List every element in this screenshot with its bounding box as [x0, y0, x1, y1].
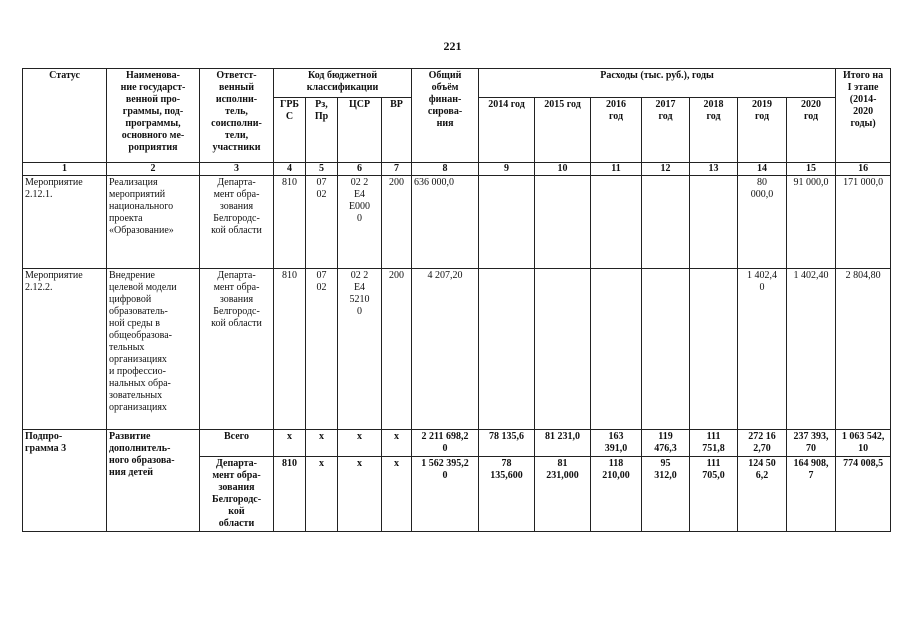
column-number: 16 [836, 163, 891, 176]
row-csr: 02 2 E4 E000 0 [338, 176, 382, 269]
row-vr: х [382, 430, 412, 457]
header-year-2015: 2015 год [535, 98, 591, 163]
row-year-2016: 118 210,00 [591, 457, 642, 532]
column-number: 2 [107, 163, 200, 176]
column-number-row [23, 163, 891, 176]
row-year-2018 [690, 269, 738, 430]
row-year-2016 [591, 269, 642, 430]
row-year-2015: 81 231,000 [535, 457, 591, 532]
header-responsible: Ответст- венный исполни- тель, соисполни- тели, участники [200, 69, 274, 163]
row-responsible: Всего [200, 430, 274, 457]
row-status: Мероприятие 2.12.1. [23, 176, 107, 269]
row-year-2014: 78 135,600 [479, 457, 535, 532]
header-year-2016: 2016 год [591, 98, 642, 163]
header-status: Статус [23, 69, 107, 163]
column-number: 12 [642, 163, 690, 176]
row-year-2020: 237 393, 70 [787, 430, 836, 457]
row-year-2018 [690, 176, 738, 269]
row-rzpr: 07 02 [306, 176, 338, 269]
header-csr: ЦСР [338, 98, 382, 163]
budget-table [22, 68, 891, 532]
row-rzpr: х [306, 430, 338, 457]
column-number: 13 [690, 163, 738, 176]
table-row-event-2-12-2 [23, 269, 891, 430]
row-csr: 02 2 E4 5210 0 [338, 269, 382, 430]
header-name: Наименова- ние государст- венной про- граммы, под- программы, основного ме- роприятия [107, 69, 200, 163]
header-total: Общий объём финан- сирова- ния [412, 69, 479, 163]
column-number: 5 [306, 163, 338, 176]
row-name: Реализация мероприятий национального проекта «Образование» [107, 176, 200, 269]
header-budget-code: Код бюджетной классификации [274, 69, 412, 98]
row-year-2017: 119 476,3 [642, 430, 690, 457]
header-stage-total: Итого на I этапе (2014- 2020 годы) [836, 69, 891, 163]
row-total: 1 562 395,2 0 [412, 457, 479, 532]
header-year-2019: 2019 год [738, 98, 787, 163]
row-vr: 200 [382, 176, 412, 269]
header-year-2017: 2017 год [642, 98, 690, 163]
row-stage-total: 2 804,80 [836, 269, 891, 430]
row-year-2015: 81 231,0 [535, 430, 591, 457]
row-year-2019: 124 50 6,2 [738, 457, 787, 532]
column-number: 1 [23, 163, 107, 176]
column-number: 3 [200, 163, 274, 176]
row-responsible: Департа- мент обра- зования Белгородс- кой области [200, 176, 274, 269]
header-rzpr: Рз, Пр [306, 98, 338, 163]
row-year-2015 [535, 176, 591, 269]
row-year-2017: 95 312,0 [642, 457, 690, 532]
row-grbs: 810 [274, 269, 306, 430]
row-total: 2 211 698,2 0 [412, 430, 479, 457]
row-year-2017 [642, 269, 690, 430]
row-total: 636 000,0 [412, 176, 479, 269]
row-csr: х [338, 457, 382, 532]
subprogram-name: Развитие дополнитель- ного образова- ния детей [107, 430, 200, 532]
header-expenses: Расходы (тыс. руб.), годы [479, 69, 836, 98]
subprogram-status: Подпро- грамма 3 [23, 430, 107, 532]
row-year-2016: 163 391,0 [591, 430, 642, 457]
row-year-2014 [479, 269, 535, 430]
row-year-2020: 91 000,0 [787, 176, 836, 269]
row-stage-total: 171 000,0 [836, 176, 891, 269]
row-rzpr: х [306, 457, 338, 532]
column-number: 6 [338, 163, 382, 176]
row-total: 4 207,20 [412, 269, 479, 430]
column-number: 10 [535, 163, 591, 176]
table-row-event-2-12-1 [23, 176, 891, 269]
row-year-2015 [535, 269, 591, 430]
column-number: 15 [787, 163, 836, 176]
header-row-1 [23, 69, 891, 98]
row-year-2020: 164 908, 7 [787, 457, 836, 532]
row-year-2018: 111 705,0 [690, 457, 738, 532]
row-year-2014 [479, 176, 535, 269]
row-rzpr: 07 02 [306, 269, 338, 430]
row-year-2019: 1 402,4 0 [738, 269, 787, 430]
row-year-2019: 272 16 2,70 [738, 430, 787, 457]
row-grbs: х [274, 430, 306, 457]
row-stage-total: 774 008,5 [836, 457, 891, 532]
column-number: 8 [412, 163, 479, 176]
row-stage-total: 1 063 542, 10 [836, 430, 891, 457]
table-row-subprogram-total [23, 430, 891, 457]
row-name: Внедрение целевой модели цифровой образователь- ной среды в общеобразова- тельных организациях и профессио- нальных обра- зовательных организациях [107, 269, 200, 430]
header-year-2014: 2014 год [479, 98, 535, 163]
column-number: 9 [479, 163, 535, 176]
row-csr: х [338, 430, 382, 457]
row-year-2018: 111 751,8 [690, 430, 738, 457]
row-year-2019: 80 000,0 [738, 176, 787, 269]
row-year-2020: 1 402,40 [787, 269, 836, 430]
row-year-2017 [642, 176, 690, 269]
row-year-2014: 78 135,6 [479, 430, 535, 457]
row-vr: 200 [382, 269, 412, 430]
row-responsible: Департа- мент обра- зования Белгородс- кой области [200, 269, 274, 430]
page-number: 221 [443, 39, 462, 53]
row-status: Мероприятие 2.12.2. [23, 269, 107, 430]
header-year-2020: 2020 год [787, 98, 836, 163]
header-year-2018: 2018 год [690, 98, 738, 163]
column-number: 11 [591, 163, 642, 176]
header-grbs: ГРБ С [274, 98, 306, 163]
column-number: 4 [274, 163, 306, 176]
row-year-2016 [591, 176, 642, 269]
row-grbs: 810 [274, 457, 306, 532]
row-vr: х [382, 457, 412, 532]
header-vr: ВР [382, 98, 412, 163]
row-grbs: 810 [274, 176, 306, 269]
row-responsible: Департа- мент обра- зования Белгородс- кой области [200, 457, 274, 532]
column-number: 7 [382, 163, 412, 176]
column-number: 14 [738, 163, 787, 176]
